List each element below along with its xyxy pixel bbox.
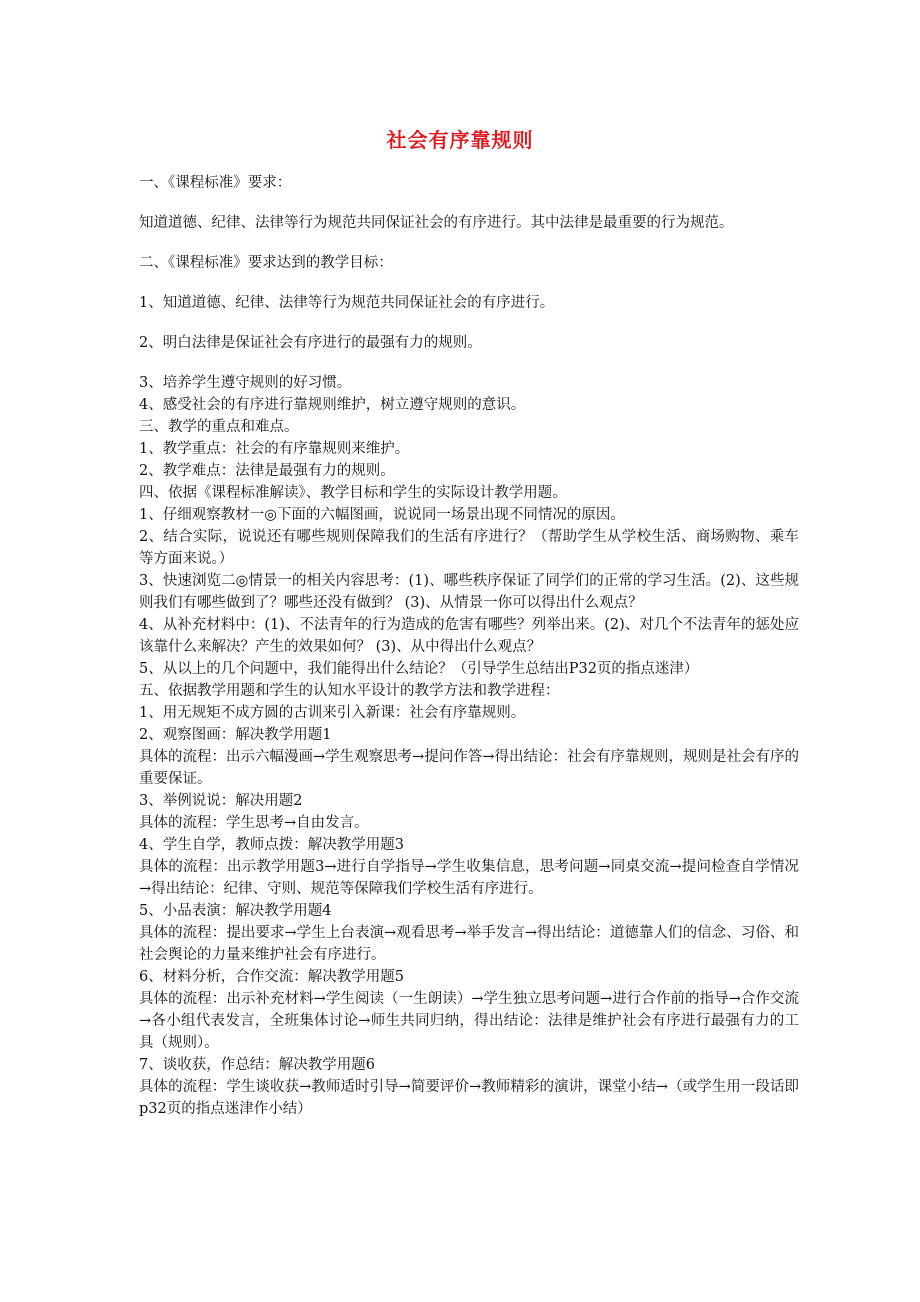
section-heading: 四、依据《课程标准解读》、教学目标和学生的实际设计教学用题。 xyxy=(139,485,567,501)
list-item: 5、从以上的几个问题中，我们能得出什么结论？（引导学生总结出P32页的指点迷津） xyxy=(139,661,699,677)
section-heading: 五、依据教学用题和学生的认知水平设计的教学方法和教学进程： xyxy=(139,683,560,699)
list-item: 3、培养学生遵守规则的好习惯。 xyxy=(139,375,352,391)
section-heading: 二、《课程标准》要求达到的教学目标： xyxy=(139,255,393,271)
list-item: 6、材料分析，合作交流：解决教学用题5 xyxy=(139,969,404,985)
list-item: 2、结合实际，说说还有哪些规则保障我们的生活有序进行？（帮助学生从学校生活、商场购物、乘车等方面来说。） xyxy=(139,529,799,567)
document-body xyxy=(139,172,799,1120)
list-item: 5、小品表演：解决教学用题4 xyxy=(139,903,332,919)
paragraph: 知道道德、纪律、法律等行为规范共同保证社会的有序进行。其中法律是最重要的行为规范。 xyxy=(139,215,734,231)
list-item: 1、仔细观察教材一◎下面的六幅图画，说说同一场景出现不同情况的原因。 xyxy=(139,507,625,523)
list-item: 3、快速浏览二◎情景一的相关内容思考：(1)、哪些秩序保证了同学们的正常的学习生活。(2)、这些规则我们有哪些做到了？哪些还没有做到？ (3)、从情景一你可以得出什么观点？ xyxy=(139,573,799,611)
list-item: 2、教学难点：法律是最强有力的规则。 xyxy=(139,463,395,479)
list-item: 2、明白法律是保证社会有序进行的最强有力的规则。 xyxy=(139,335,482,351)
process-description: 具体的流程：提出要求→学生上台表演→观看思考→举手发言→得出结论：道德靠人们的信念、习俗、和社会舆论的力量来维护社会有序进行。 xyxy=(139,925,799,963)
process-description: 具体的流程：出示教学用题3→进行自学指导→学生收集信息，思考问题→同桌交流→提问检查自学情况→得出结论：纪律、守则、规范等保障我们学校生活有序进行。 xyxy=(139,859,799,897)
list-item: 3、举例说说：解决用题2 xyxy=(139,793,303,809)
list-item: 4、学生自学，教师点拨：解决教学用题3 xyxy=(139,837,404,853)
list-item: 1、教学重点：社会的有序靠规则来维护。 xyxy=(139,441,410,457)
document-title: 社会有序靠规则 xyxy=(386,128,534,152)
section-heading: 三、教学的重点和难点。 xyxy=(139,419,299,435)
list-item: 4、感受社会的有序进行靠规则维护，树立遵守规则的意识。 xyxy=(139,397,526,413)
process-description: 具体的流程：学生谈收获→教师适时引导→简要评价→教师精彩的演讲，课堂小结→（或学生用一段话即p32页的指点迷津作小结） xyxy=(139,1079,799,1117)
process-description: 具体的流程：出示六幅漫画→学生观察思考→提问作答→得出结论：社会有序靠规则，规则是社会有序的重要保证。 xyxy=(139,749,799,787)
list-item: 2、观察图画：解决教学用题1 xyxy=(139,727,332,743)
list-item: 7、谈收获，作总结：解决教学用题6 xyxy=(139,1057,375,1073)
list-item: 1、用无规矩不成方圆的古训来引入新课：社会有序靠规则。 xyxy=(139,705,526,721)
list-item: 4、从补充材料中：(1)、不法青年的行为造成的危害有哪些？列举出来。(2)、对几个不法青年的惩处应该靠什么来解决？产生的效果如何？ (3)、从中得出什么观点？ xyxy=(139,617,799,655)
list-item: 1、知道道德、纪律、法律等行为规范共同保证社会的有序进行。 xyxy=(139,295,555,311)
process-description: 具体的流程：出示补充材料→学生阅读（一生朗读）→学生独立思考问题→进行合作前的指导→合作交流→各小组代表发言，全班集体讨论→师生共同归纳，得出结论：法律是维护社会有序进行最强有力的工具（规则）。 xyxy=(139,991,799,1051)
process-description: 具体的流程：学生思考→自由发言。 xyxy=(139,815,369,831)
section-heading: 一、《课程标准》要求： xyxy=(139,175,292,191)
